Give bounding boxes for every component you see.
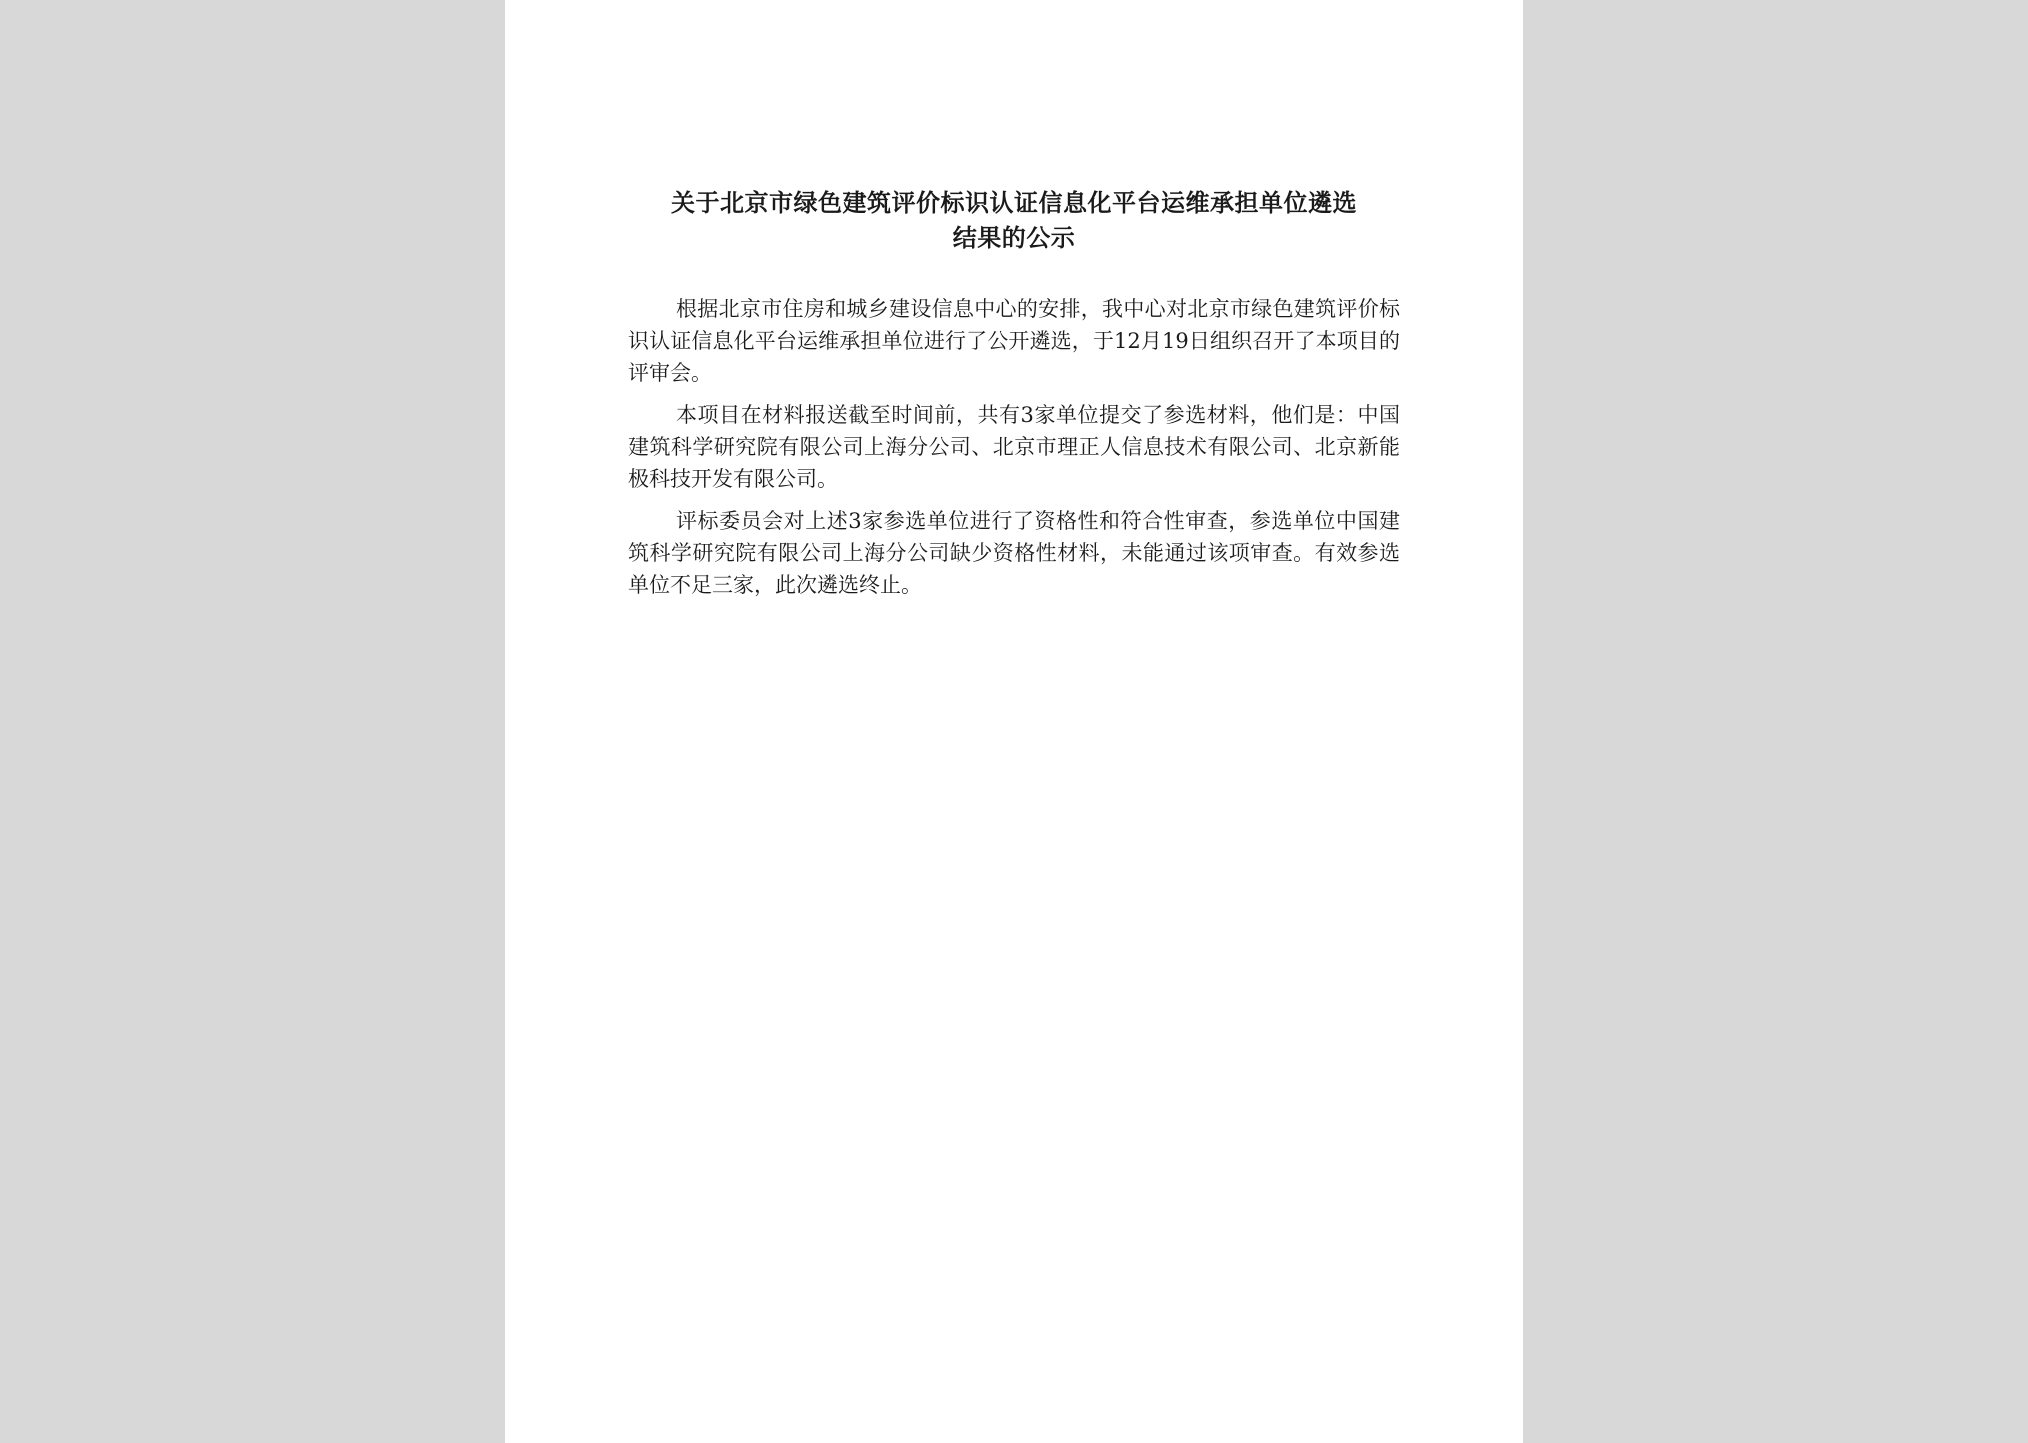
paragraph-3: 评标委员会对上述3家参选单位进行了资格性和符合性审查，参选单位中国建筑科学研究院有限公司上海分公司缺少资格性材料，未能通过该项审查。有效参选单位不足三家，此次遴选终止。 [628,509,1400,597]
document-title-line-1: 关于北京市绿色建筑评价标识认证信息化平台运维承担单位遴选 [671,188,1357,217]
document-page [505,0,1523,1443]
paragraph-2: 本项目在材料报送截至时间前，共有3家单位提交了参选材料，他们是：中国建筑科学研究院有限公司上海分公司、北京市理正人信息技术有限公司、北京新能极科技开发有限公司。 [628,403,1400,491]
document-title [628,185,1400,255]
page-content [628,185,1400,611]
document-title-line-2: 结果的公示 [952,223,1076,252]
paragraph-1: 根据北京市住房和城乡建设信息中心的安排，我中心对北京市绿色建筑评价标识认证信息化平台运维承担单位进行了公开遴选，于12月19日组织召开了本项目的评审会。 [628,297,1400,385]
